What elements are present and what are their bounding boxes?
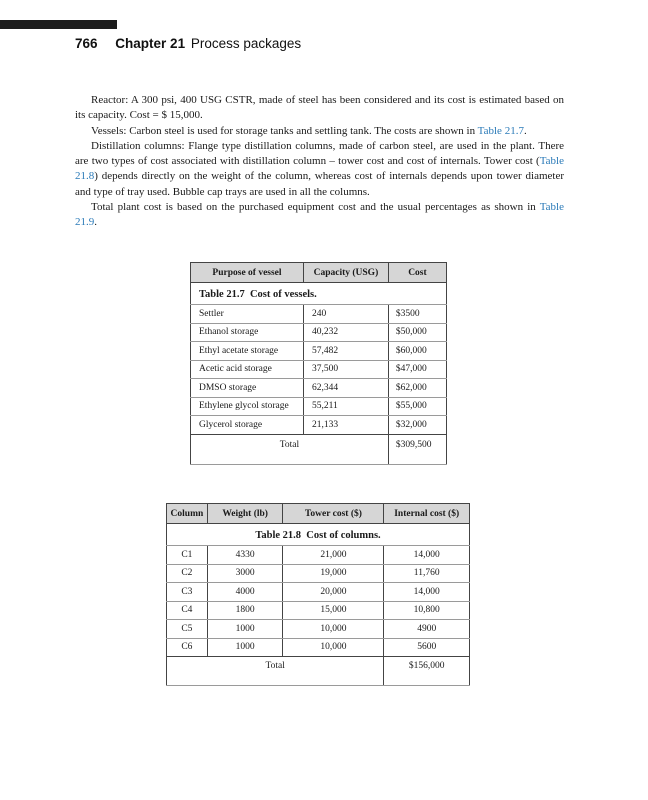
table-row: C6 1000 10,000 5600 — [167, 638, 470, 657]
table-row: Ethanol storage 40,232 $50,000 — [191, 323, 447, 342]
column-header: Column — [167, 504, 208, 524]
paragraph-vessels: Vessels: Carbon steel is used for storage tanks and settling tank. The costs are shown in Table 21.7. — [91, 124, 527, 137]
table-total-row — [167, 657, 470, 686]
table-row: C2 3000 19,000 11,760 — [167, 564, 470, 583]
running-header — [75, 36, 301, 51]
table-row: C4 1800 15,000 10,800 — [167, 601, 470, 620]
table-row: Settler 240 $3500 — [191, 305, 447, 324]
body-text — [75, 93, 564, 231]
column-header: Cost — [388, 263, 446, 283]
paragraph-reactor: Reactor: A 300 psi, 400 USG CSTR, made of steel has been considered and its cost is estimated based on its capacity. Cost = $ 15,000. — [75, 94, 564, 122]
table-row: C1 4330 21,000 14,000 — [167, 546, 470, 565]
page-number: 766 — [75, 36, 98, 51]
table-cost-of-columns — [166, 503, 470, 686]
table-row: Ethyl acetate storage 57,482 $60,000 — [191, 342, 447, 361]
table-caption: Table 21.7 Cost of vessels. — [191, 283, 447, 305]
total-label: Total — [167, 657, 384, 686]
column-header: Tower cost ($) — [283, 504, 384, 524]
table-21-8-link[interactable]: Table 21.8 — [75, 155, 564, 183]
total-value: $156,000 — [384, 657, 470, 686]
table-caption: Table 21.8 Cost of columns. — [167, 524, 470, 546]
total-value: $309,500 — [388, 434, 446, 464]
header-accent-bar — [0, 20, 117, 29]
table-21-7-link[interactable]: Table 21.7 — [477, 124, 524, 137]
table-21-9-link[interactable]: Table 21.9 — [75, 201, 564, 229]
table-row: DMSO storage 62,344 $62,000 — [191, 379, 447, 398]
column-header: Capacity (USG) — [303, 263, 388, 283]
table-header-row — [191, 263, 447, 283]
table-row: Acetic acid storage 37,500 $47,000 — [191, 360, 447, 379]
table-row: Ethylene glycol storage 55,211 $55,000 — [191, 397, 447, 416]
chapter-title: Process packages — [190, 36, 302, 51]
table-total-row — [191, 434, 447, 464]
paragraph-distillation: Distillation columns: Flange type distillation columns, made of carbon steel, are used in the plant. There are two types of cost associated with distillation column – tower cost and cost of internals. Tower cost (Table 21.8) depends directly on the weight of the column, whereas cost of internals depends upon tower diameter and type of tray used. Bubble cap trays are used in all the columns. — [75, 139, 564, 198]
table-header-row — [167, 504, 470, 524]
table-row: C3 4000 20,000 14,000 — [167, 583, 470, 602]
table-row: Glycerol storage 21,133 $32,000 — [191, 416, 447, 435]
table-cost-of-vessels — [190, 262, 447, 465]
chapter-label: Chapter 21 — [115, 36, 186, 51]
column-header: Internal cost ($) — [384, 504, 470, 524]
column-header: Purpose of vessel — [191, 263, 304, 283]
column-header: Weight (lb) — [207, 504, 283, 524]
total-label: Total — [191, 434, 389, 464]
table-row: C5 1000 10,000 4900 — [167, 620, 470, 639]
paragraph-total-plant-cost: Total plant cost is based on the purchased equipment cost and the usual percentages as shown in Table 21.9. — [75, 201, 564, 229]
